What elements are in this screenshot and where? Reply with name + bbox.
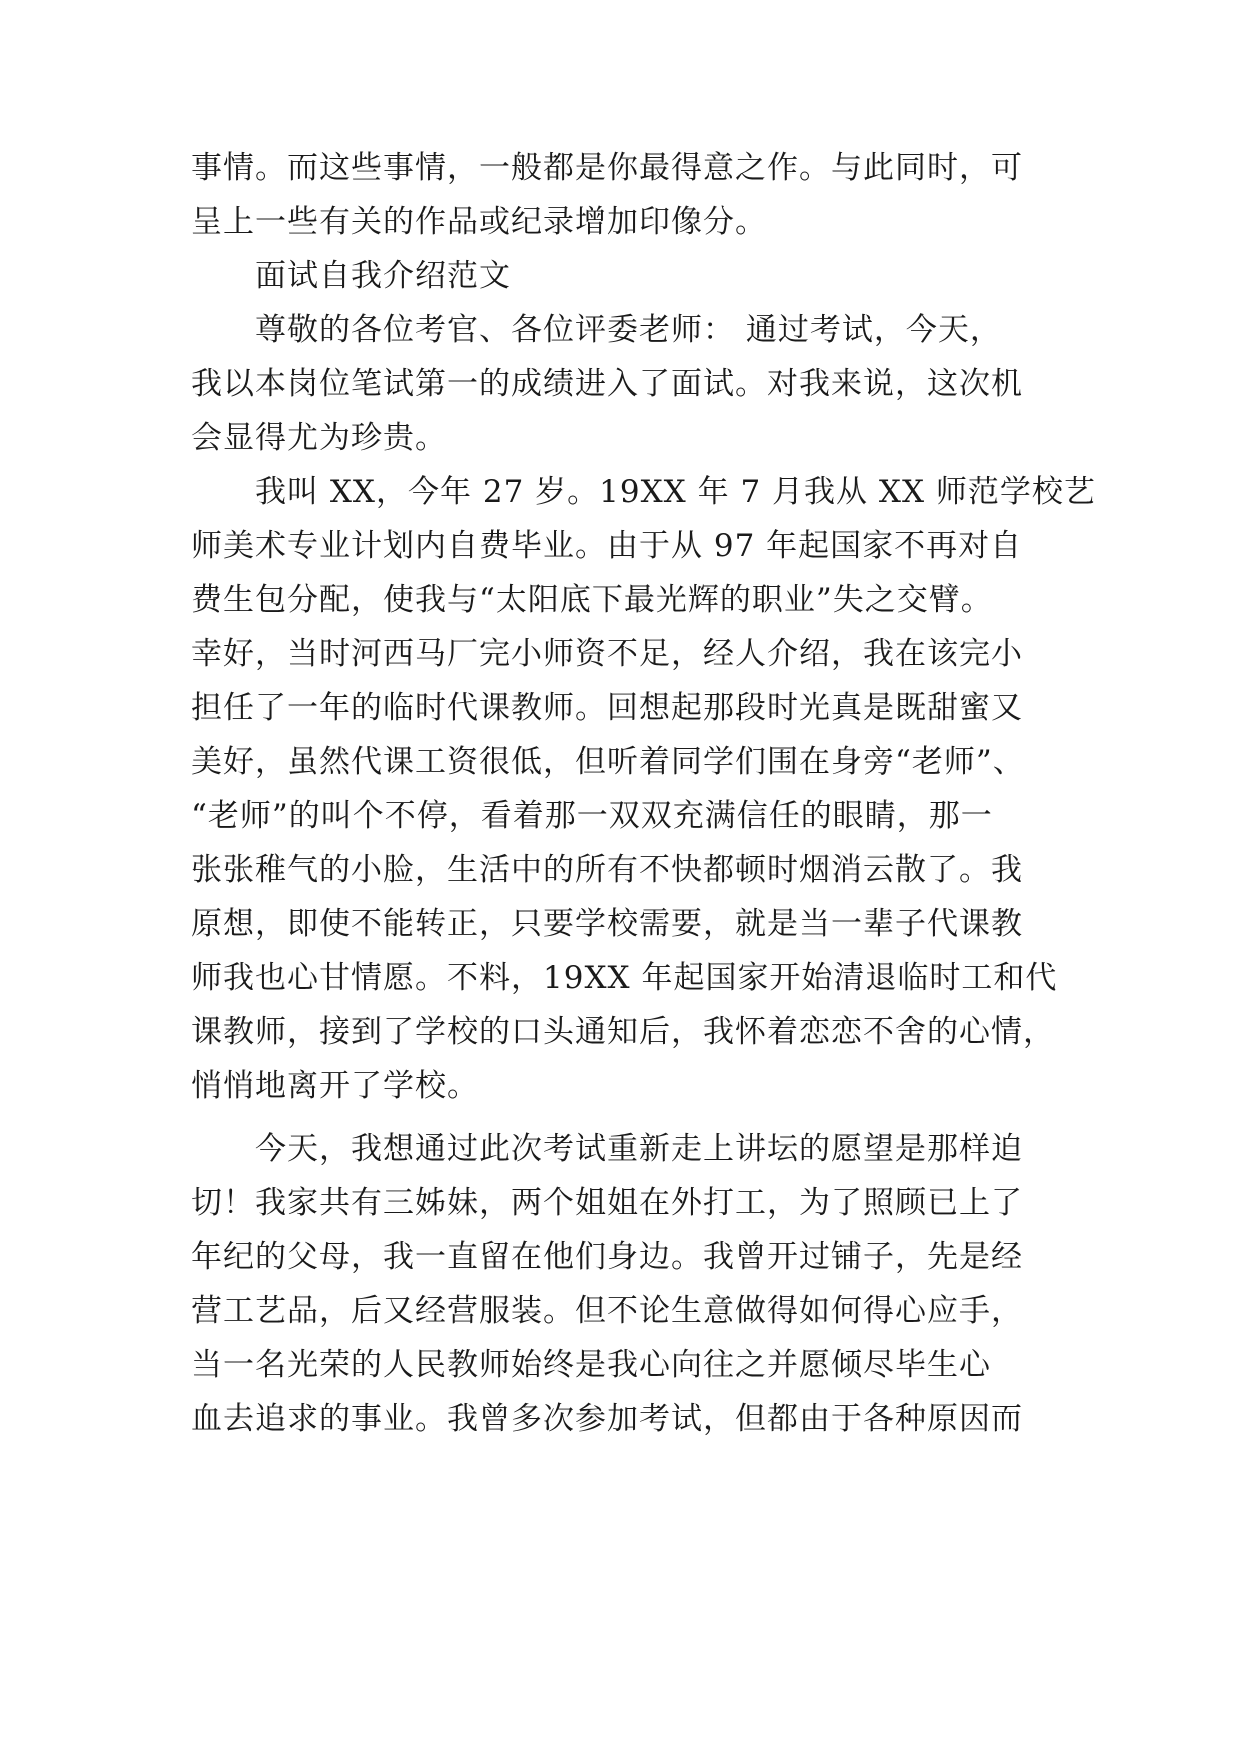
text-line: 今天，我想通过此次考试重新走上讲坛的愿望是那样迫 (255, 1131, 1023, 1167)
text-line: “老师”的叫个不停，看着那一双双充满信任的眼睛，那一 (191, 798, 993, 834)
text-line: 课教师，接到了学校的口头通知后，我怀着恋恋不舍的心情， (191, 1014, 1055, 1050)
text-line: 原想，即使不能转正，只要学校需要，就是当一辈子代课教 (191, 906, 1023, 942)
text-line: 担任了一年的临时代课教师。回想起那段时光真是既甜蜜又 (191, 690, 1023, 726)
text-line: 师我也心甘情愿。不料，19XX 年起国家开始清退临时工和代 (191, 960, 1058, 996)
text-line: 尊敬的各位考官、各位评委老师： 通过考试，今天， (255, 312, 1002, 348)
text-line: 我叫 XX，今年 27 岁。19XX 年 7 月我从 XX 师范学校艺 (255, 474, 1096, 510)
text-line: 年纪的父母，我一直留在他们身边。我曾开过铺子，先是经 (191, 1239, 1023, 1275)
text-line: 呈上一些有关的作品或纪录增加印像分。 (191, 204, 767, 240)
text-line: 师美术专业计划内自费毕业。由于从 97 年起国家不再对自 (191, 528, 1023, 564)
text-line: 费生包分配，使我与“太阳底下最光辉的职业”失之交臂。 (191, 582, 993, 618)
text-line: 血去追求的事业。我曾多次参加考试，但都由于各种原因而 (191, 1401, 1023, 1437)
text-line: 事情。而这些事情，一般都是你最得意之作。与此同时，可 (191, 150, 1023, 186)
text-line: 张张稚气的小脸，生活中的所有不快都顿时烟消云散了。我 (191, 852, 1023, 888)
text-line: 悄悄地离开了学校。 (191, 1068, 479, 1104)
text-line: 我以本岗位笔试第一的成绩进入了面试。对我来说，这次机 (191, 366, 1023, 402)
text-line: 会显得尤为珍贵。 (191, 420, 447, 456)
text-line: 当一名光荣的人民教师始终是我心向往之并愿倾尽毕生心 (191, 1347, 991, 1383)
section-heading: 面试自我介绍范文 (255, 258, 511, 294)
text-line: 幸好，当时河西马厂完小师资不足，经人介绍，我在该完小 (191, 636, 1023, 672)
text-line: 营工艺品，后又经营服装。但不论生意做得如何得心应手， (191, 1293, 1023, 1329)
text-line: 切！我家共有三姊妹，两个姐姐在外打工，为了照顾已上了 (191, 1185, 1023, 1221)
text-line: 美好，虽然代课工资很低，但听着同学们围在身旁“老师”、 (191, 744, 1025, 780)
